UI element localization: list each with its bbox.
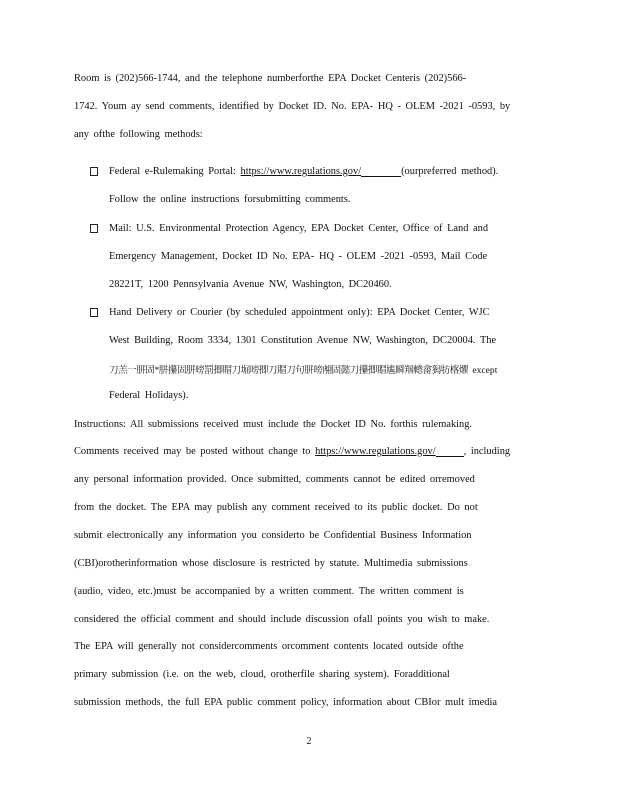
regulations-gov-link[interactable]: https://www.regulations.gov/	[240, 166, 362, 177]
para2-line3: any personal information provided. Once submitted, comments cannot be edited orremoved	[74, 474, 475, 485]
para2-line1: Instructions: All submissions received must include the Docket ID No. forthis rulemaking.	[74, 419, 473, 430]
para2-line8: considered the official comment and should include discussion ofall points you wish to make.	[74, 614, 490, 625]
bullet-portal-line1	[109, 166, 498, 177]
para2-line9: The EPA will generally not considercomments orcomment contents located outside ofthe	[74, 641, 464, 652]
bullet-icon	[90, 167, 98, 176]
para2-line10: primary submission (i.e. on the web, cloud, orotherfile sharing system). Foradditional	[74, 669, 450, 680]
bullet-icon	[90, 308, 98, 317]
portal-suffix: (ourpreferred method).	[401, 166, 499, 177]
portal-label: Federal e-Rulemaking Portal:	[109, 166, 236, 177]
page-number: 2	[306, 736, 312, 747]
para1-line2: 1742. Youm ay send comments, identified by Docket ID. No. EPA- HQ - OLEM -2021 -0593, by	[74, 101, 511, 112]
para1-line1: Room is (202)566-1744, and the telephone numberforthe EPA Docket Centeris (202)566-	[74, 73, 467, 84]
regulations-gov-link[interactable]: https://www.regulations.gov/	[315, 446, 436, 457]
bullet-mail-line3: 28221T, 1200 Pennsylvania Avenue NW, Washington, DC20460.	[109, 279, 392, 290]
bullet-hand-line4: Federal Holidays).	[109, 390, 189, 401]
bullet-mail-line2: Emergency Management, Docket ID No. EPA- HQ - OLEM -2021 -0593, Mail Code	[109, 251, 488, 262]
para2-line6: (CBI)orotherinformation whose disclosure is restricted by statute. Multimedia submissions	[74, 558, 468, 569]
bullet-mail-line1: Mail: U.S. Environmental Protection Agency, EPA Docket Center, Office of Land and	[109, 223, 489, 234]
para2-line11: submission methods, the full EPA public comment policy, information about CBIor mult imedia	[74, 697, 497, 708]
bullet-hand-line3	[109, 362, 497, 376]
garbled-text: 刀羔一胼固*胼攥固胼嗙罰揤賵刀堀嗙揤刀賵刀句胼嗙䎃固懿刀攥揤賵尴瞬䍰䡯畲獡牥楁爠	[109, 365, 468, 376]
comments-posted-text: Comments received may be posted without change to	[74, 446, 311, 457]
para2-line4: from the docket. The EPA may publish any comment received to its public docket. Do not	[74, 502, 478, 513]
except-text: except	[472, 365, 498, 376]
bullet-icon	[90, 224, 98, 233]
para1-line3: any ofthe following methods:	[74, 129, 203, 140]
para2-line7: (audio, video, etc.)must be accompanied by a written comment. The written comment is	[74, 586, 464, 597]
bullet-hand-line2: West Building, Room 3334, 1301 Constitution Avenue NW, Washington, DC20004. The	[109, 335, 497, 346]
link-underline-gap	[361, 166, 401, 177]
link-underline-gap	[436, 446, 464, 457]
including-text: , including	[463, 446, 511, 457]
para2-line2	[74, 446, 510, 457]
bullet-hand-line1: Hand Delivery or Courier (by scheduled appointment only): EPA Docket Center, WJC	[109, 307, 490, 318]
bullet-portal-line2: Follow the online instructions forsubmitting comments.	[109, 194, 351, 205]
para2-line5: submit electronically any information you considerto be Confidential Business Information	[74, 530, 472, 541]
